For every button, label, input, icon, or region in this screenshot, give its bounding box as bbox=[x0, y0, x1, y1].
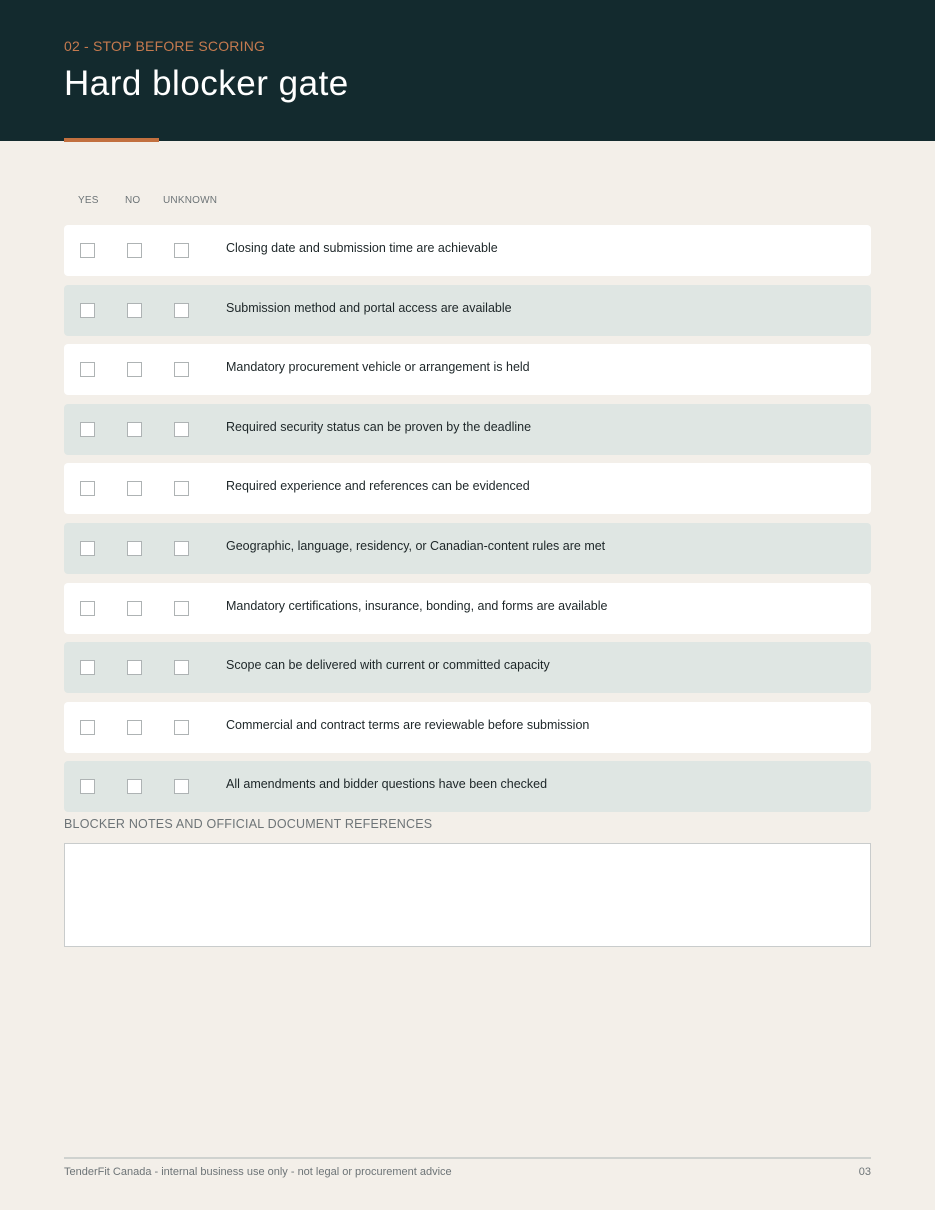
blocker-checklist bbox=[64, 225, 871, 821]
checklist-item-label: Mandatory procurement vehicle or arrangement is held bbox=[226, 360, 530, 375]
checklist-row bbox=[64, 225, 871, 276]
unknown-checkbox[interactable] bbox=[174, 720, 189, 735]
blocker-notes-field[interactable] bbox=[64, 843, 871, 947]
yes-checkbox[interactable] bbox=[80, 720, 95, 735]
unknown-checkbox[interactable] bbox=[174, 481, 189, 496]
yes-checkbox[interactable] bbox=[80, 422, 95, 437]
checklist-item-label: Required security status can be proven by the deadline bbox=[226, 419, 532, 434]
no-checkbox[interactable] bbox=[127, 303, 142, 318]
yes-checkbox[interactable] bbox=[80, 481, 95, 496]
unknown-checkbox[interactable] bbox=[174, 601, 189, 616]
checklist-item-label: Mandatory certifications, insurance, bonding, and forms are available bbox=[226, 598, 608, 613]
title-accent-underline bbox=[64, 138, 159, 142]
unknown-checkbox[interactable] bbox=[174, 660, 189, 675]
checklist-item-label: All amendments and bidder questions have been checked bbox=[226, 777, 548, 792]
unknown-checkbox[interactable] bbox=[174, 362, 189, 377]
yes-checkbox[interactable] bbox=[80, 362, 95, 377]
no-checkbox[interactable] bbox=[127, 601, 142, 616]
yes-checkbox[interactable] bbox=[80, 601, 95, 616]
no-checkbox[interactable] bbox=[127, 660, 142, 675]
unknown-checkbox[interactable] bbox=[174, 541, 189, 556]
yes-checkbox[interactable] bbox=[80, 303, 95, 318]
notes-label: BLOCKER NOTES AND OFFICIAL DOCUMENT REFERENCES bbox=[64, 817, 433, 831]
section-eyebrow: 02 - STOP BEFORE SCORING bbox=[64, 38, 266, 54]
checklist-item-label: Submission method and portal access are available bbox=[226, 300, 512, 315]
no-checkbox[interactable] bbox=[127, 481, 142, 496]
column-header-no: NO bbox=[125, 195, 141, 206]
no-checkbox[interactable] bbox=[127, 243, 142, 258]
yes-checkbox[interactable] bbox=[80, 243, 95, 258]
checklist-item-label: Closing date and submission time are achievable bbox=[226, 241, 498, 255]
footer-divider bbox=[64, 1157, 871, 1159]
yes-checkbox[interactable] bbox=[80, 541, 95, 556]
page-title: Hard blocker gate bbox=[64, 64, 349, 103]
column-header-yes: YES bbox=[78, 195, 99, 206]
checklist-row bbox=[64, 642, 871, 693]
checklist-row bbox=[64, 761, 871, 812]
no-checkbox[interactable] bbox=[127, 362, 142, 377]
unknown-checkbox[interactable] bbox=[174, 303, 189, 318]
no-checkbox[interactable] bbox=[127, 541, 142, 556]
yes-checkbox[interactable] bbox=[80, 660, 95, 675]
checklist-row bbox=[64, 523, 871, 574]
checklist-item-label: Commercial and contract terms are reviewable before submission bbox=[226, 717, 590, 732]
unknown-checkbox[interactable] bbox=[174, 422, 189, 437]
unknown-checkbox[interactable] bbox=[174, 243, 189, 258]
checklist-row bbox=[64, 404, 871, 455]
checklist-item-label: Geographic, language, residency, or Canadian-content rules are met bbox=[226, 538, 606, 553]
no-checkbox[interactable] bbox=[127, 779, 142, 794]
checklist-item-label: Required experience and references can be evidenced bbox=[226, 479, 530, 494]
checklist-row bbox=[64, 702, 871, 753]
column-header-unknown: UNKNOWN bbox=[163, 195, 218, 206]
yes-checkbox[interactable] bbox=[80, 779, 95, 794]
no-checkbox[interactable] bbox=[127, 422, 142, 437]
footer-disclaimer: TenderFit Canada - internal business use only - not legal or procurement advice bbox=[64, 1166, 452, 1178]
unknown-checkbox[interactable] bbox=[174, 779, 189, 794]
no-checkbox[interactable] bbox=[127, 720, 142, 735]
page-number: 03 bbox=[858, 1166, 871, 1178]
checklist-row bbox=[64, 285, 871, 336]
checklist-row bbox=[64, 583, 871, 634]
page-header bbox=[0, 0, 935, 141]
checklist-item-label: Scope can be delivered with current or committed capacity bbox=[226, 658, 550, 673]
checklist-row bbox=[64, 344, 871, 395]
checklist-row bbox=[64, 463, 871, 514]
